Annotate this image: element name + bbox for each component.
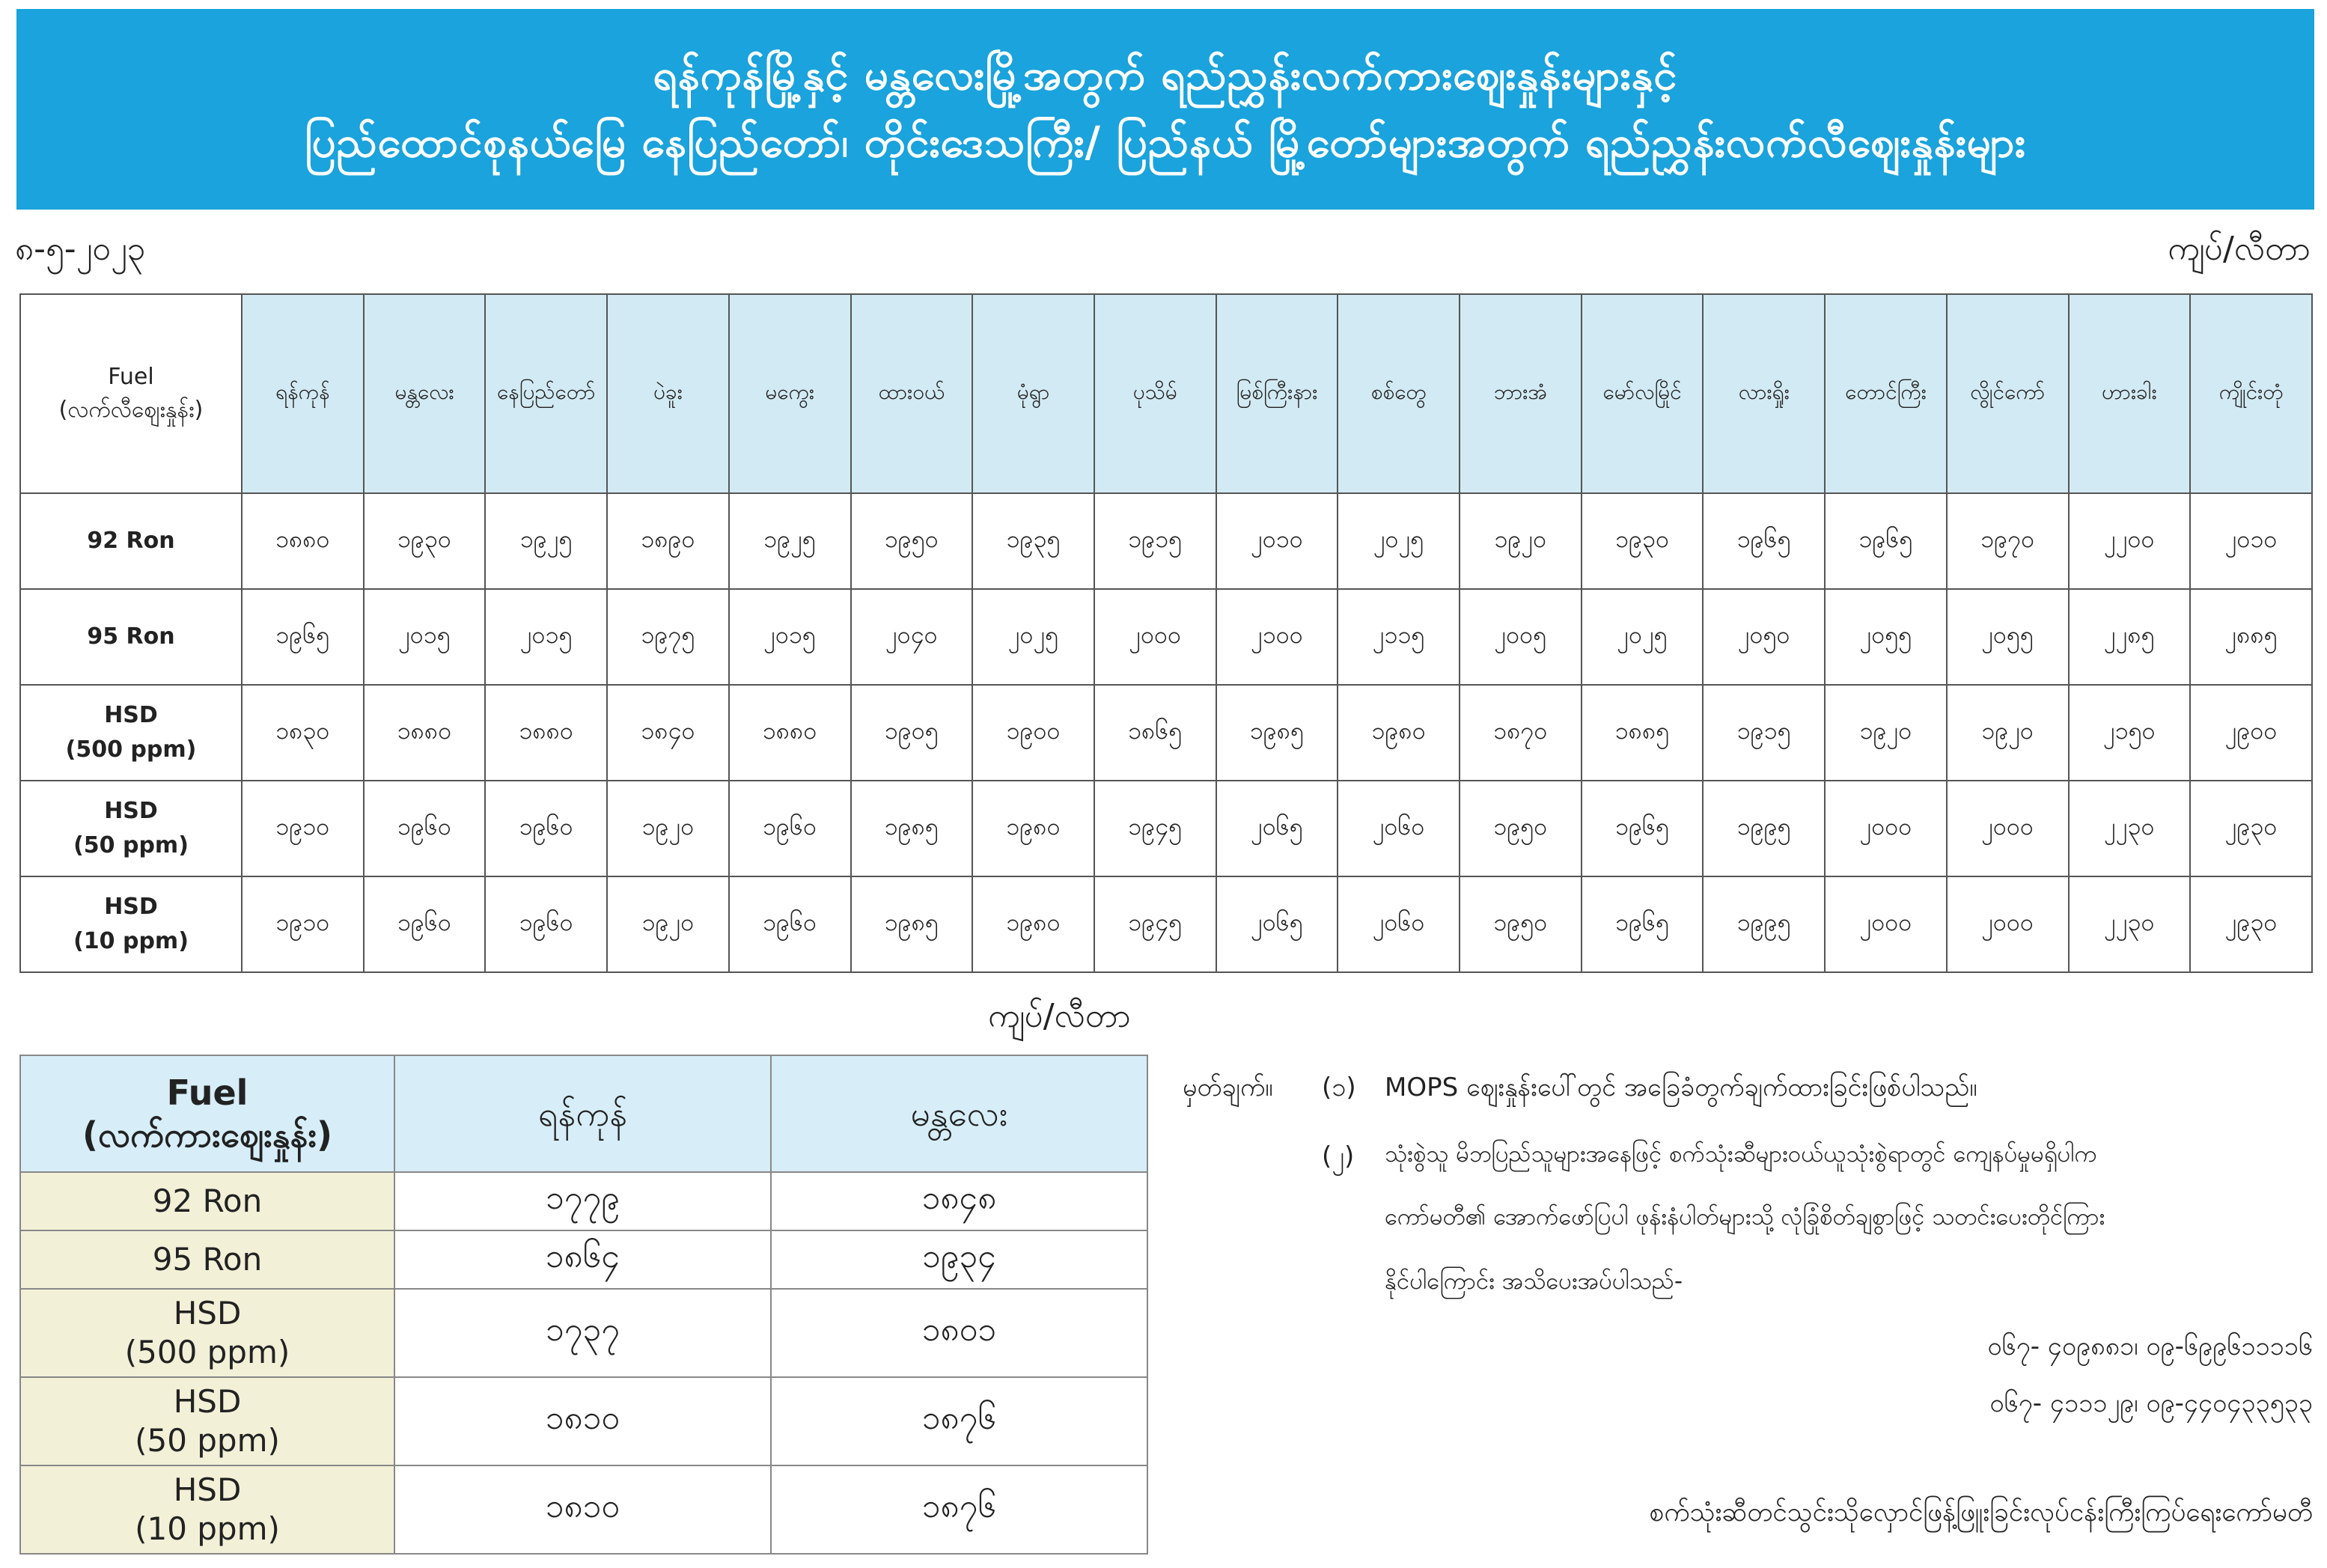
retail-price-cell: ၂၀၁၀ [2190, 493, 2312, 589]
retail-price-cell: ၁၈၄၀ [607, 685, 729, 781]
retail-city-header: မြစ်ကြီးနား [1216, 294, 1338, 493]
retail-price-cell: ၁၈၆၅ [1094, 685, 1216, 781]
retail-fuel-label-line: HSD [104, 894, 158, 920]
retail-row [20, 876, 2312, 972]
retail-price-cell: ၁၈၃၀ [242, 685, 364, 781]
retail-price-cell: ၁၉၂၅ [485, 493, 607, 589]
note-1-text: MOPS ဈေးနှုန်းပေါ်တွင် အခြေခံတွက်ချက်ထားခြင်းဖြစ်ပါသည်။ [1385, 1073, 1977, 1102]
wholesale-price-cell: ၁၈၇၆ [771, 1377, 1147, 1465]
retail-price-table [19, 293, 2313, 973]
wholesale-fuel-label-line: HSD [173, 1383, 242, 1420]
retail-price-cell: ၂၀၅၅ [1947, 589, 2069, 685]
retail-city-header: ထားဝယ် [851, 294, 973, 493]
retail-price-cell: ၁၉၀၅ [851, 685, 973, 781]
retail-price-cell: ၁၈၈၀ [485, 685, 607, 781]
retail-city-header: ကျိုင်းတုံ [2190, 294, 2312, 493]
date-label: ၈-၅-၂၀၂၃ [15, 230, 146, 268]
notes-label: မှတ်ချက်။ [1183, 1073, 1273, 1102]
wholesale-fuel-label-line: 95 Ron [152, 1241, 263, 1278]
retail-price-cell: ၂၀၀၅ [1460, 589, 1582, 685]
retail-price-cell: ၂၀၀၀ [1094, 589, 1216, 685]
retail-price-cell: ၁၉၅၀ [1460, 781, 1582, 876]
retail-price-cell: ၁၉၆၅ [1703, 493, 1825, 589]
retail-price-cell: ၂၀၀၀ [1947, 781, 2069, 876]
retail-fuel-label [20, 685, 242, 781]
retail-price-cell: ၂၀၂၅ [1338, 493, 1460, 589]
retail-city-header: ရန်ကုန် [242, 294, 364, 493]
wholesale-fuel-label-line: HSD [173, 1471, 242, 1508]
wholesale-price-cell: ၁၈၀၁ [771, 1289, 1147, 1377]
retail-fuel-label-line: (10 ppm) [73, 928, 189, 954]
retail-price-cell: ၁၈၈၀ [242, 493, 364, 589]
unit-label-retail: ကျပ်/လီတာ [2168, 230, 2311, 268]
retail-price-cell: ၁၉၁၅ [1703, 685, 1825, 781]
retail-city-header: ပုသိမ် [1094, 294, 1216, 493]
retail-price-cell: ၁၉၉၅ [1703, 781, 1825, 876]
retail-price-cell: ၂၂၃၀ [2069, 781, 2191, 876]
retail-price-cell: ၂၀၀၀ [1825, 781, 1947, 876]
retail-price-cell: ၁၉၂၀ [1825, 685, 1947, 781]
retail-city-header: မကွေး [729, 294, 851, 493]
retail-city-header: မော်လမြိုင် [1582, 294, 1704, 493]
wholesale-row [20, 1230, 1147, 1289]
retail-price-cell: ၁၉၃၀ [364, 493, 486, 589]
retail-price-cell: ၂၀၀၀ [1947, 876, 2069, 972]
wholesale-row [20, 1465, 1147, 1554]
retail-price-cell: ၁၉၃၅ [972, 493, 1094, 589]
retail-price-cell: ၁၉၇၅ [607, 589, 729, 685]
retail-price-cell: ၂၁၀၀ [1216, 589, 1338, 685]
retail-price-cell: ၂၈၈၅ [2190, 589, 2312, 685]
retail-price-cell: ၂၂၃၀ [2069, 876, 2191, 972]
retail-row [20, 781, 2312, 876]
header-line-2: ပြည်ထောင်စုနယ်မြေ နေပြည်တော်၊ တိုင်းဒေသကြီး/ ပြည်နယ် မြို့တော်များအတွက် ရည်ညွှန်းလက်လီဈေးနှုန်းများ [305, 118, 2026, 167]
note-2-text-line3: နိုင်ပါကြောင်း အသိပေးအပ်ပါသည်- [1385, 1268, 1683, 1295]
retail-row [20, 493, 2312, 589]
retail-price-cell: ၂၀၀၀ [1825, 876, 1947, 972]
retail-price-cell: ၁၉၆၅ [1582, 876, 1704, 972]
wholesale-row [20, 1172, 1147, 1230]
retail-price-cell: ၂၀၅၅ [1825, 589, 1947, 685]
wholesale-price-table [19, 1055, 1148, 1555]
wholesale-price-cell: ၁၉၃၄ [771, 1230, 1147, 1289]
retail-row [20, 589, 2312, 685]
wholesale-fuel-label [20, 1230, 394, 1289]
retail-city-header: နေပြည်တော် [485, 294, 607, 493]
wholesale-fuel-header-line2: (လက်ကားဈေးနှုန်း) [82, 1114, 333, 1155]
retail-fuel-label-line: (50 ppm) [73, 832, 189, 858]
retail-price-cell: ၁၈၈၀ [364, 685, 486, 781]
retail-price-cell: ၁၉၆၅ [1825, 493, 1947, 589]
retail-price-cell: ၂၁၅၀ [2069, 685, 2191, 781]
retail-fuel-label-line: 92 Ron [87, 528, 175, 554]
retail-price-cell: ၁၉၆၀ [729, 781, 851, 876]
retail-price-cell: ၁၉၉၅ [1703, 876, 1825, 972]
wholesale-header-row [20, 1055, 1147, 1172]
retail-fuel-label [20, 781, 242, 876]
phone-line-1: ၀၆၇- ၄၀၉၈၈၁၊ ၀၉-၆၉၉၆၁၁၁၁၆ [1987, 1331, 2313, 1361]
retail-row [20, 685, 2312, 781]
wholesale-row [20, 1377, 1147, 1465]
wholesale-fuel-header [20, 1055, 394, 1172]
retail-fuel-label-line: HSD [104, 702, 158, 728]
note-2-text-line2: ကော်မတီ၏ အောက်ဖော်ပြပါ ဖုန်းနံပါတ်များသို့ လုံခြုံစိတ်ချစွာဖြင့် သတင်းပေးတိုင်ကြား [1385, 1204, 2105, 1230]
retail-price-cell: ၁၉၂၀ [607, 781, 729, 876]
retail-price-cell: ၁၉၅၀ [851, 493, 973, 589]
wholesale-fuel-label-line: (50 ppm) [135, 1422, 280, 1459]
retail-fuel-header [20, 294, 242, 493]
wholesale-price-cell: ၁၈၄၈ [771, 1172, 1147, 1230]
phone-line-2: ၀၆၇- ၄၁၁၁၂၉၊ ၀၉-၄၄၀၄၃၃၅၃၃ [1989, 1388, 2313, 1418]
retail-price-cell: ၁၉၈၀ [1338, 685, 1460, 781]
retail-price-cell: ၁၉၈၅ [851, 781, 973, 876]
retail-price-cell: ၁၉၆၀ [729, 876, 851, 972]
retail-price-cell: ၁၈၈၅ [1582, 685, 1704, 781]
retail-header-row [20, 294, 2312, 493]
retail-price-cell: ၁၉၆၀ [485, 781, 607, 876]
wholesale-fuel-label [20, 1289, 394, 1377]
unit-label-wholesale: ကျပ်/လီတာ [988, 997, 1131, 1035]
retail-price-cell: ၁၉၇၀ [1947, 493, 2069, 589]
retail-price-cell: ၂၀၂၅ [1582, 589, 1704, 685]
retail-price-cell: ၂၉၃၀ [2190, 781, 2312, 876]
wholesale-price-cell: ၁၈၁၀ [394, 1377, 771, 1465]
wholesale-price-cell: ၁၈၆၄ [394, 1230, 771, 1289]
retail-city-header: လားရှိုး [1703, 294, 1825, 493]
header-line-1: ရန်ကုန်မြို့နှင့် မန္တလေးမြို့အတွက် ရည်ညွှန်းလက်ကားဈေးနှုန်းများနှင့် [653, 51, 1678, 100]
retail-price-cell: ၁၉၂၀ [1947, 685, 2069, 781]
retail-price-cell: ၁၉၈၅ [1216, 685, 1338, 781]
retail-price-cell: ၁၉၅၀ [1460, 876, 1582, 972]
retail-fuel-label [20, 876, 242, 972]
note-1-number: (၁) [1322, 1073, 1356, 1102]
retail-city-header: တောင်ကြီး [1825, 294, 1947, 493]
retail-price-cell: ၂၁၁၅ [1338, 589, 1460, 685]
retail-city-header: လွိုင်ကော် [1947, 294, 2069, 493]
retail-price-cell: ၁၉၁၀ [242, 876, 364, 972]
retail-city-header: ဟားခါး [2069, 294, 2191, 493]
retail-price-cell: ၁၈၇၀ [1460, 685, 1582, 781]
retail-price-cell: ၁၉၆၀ [364, 876, 486, 972]
retail-price-cell: ၁၉၆၅ [1582, 781, 1704, 876]
retail-price-cell: ၁၉၈၀ [972, 876, 1094, 972]
retail-price-cell: ၂၂၀၀ [2069, 493, 2191, 589]
retail-fuel-label-line: HSD [104, 798, 158, 824]
retail-price-cell: ၁၉၆၅ [242, 589, 364, 685]
retail-price-cell: ၁၈၈၀ [729, 685, 851, 781]
retail-fuel-label [20, 493, 242, 589]
retail-price-cell: ၂၂၈၅ [2069, 589, 2191, 685]
retail-price-cell: ၂၉၀၀ [2190, 685, 2312, 781]
retail-price-cell: ၁၉၀၀ [972, 685, 1094, 781]
wholesale-fuel-label [20, 1465, 394, 1554]
retail-price-cell: ၁၉၄၅ [1094, 876, 1216, 972]
retail-price-cell: ၂၀၂၅ [972, 589, 1094, 685]
header-banner [16, 9, 2314, 210]
retail-fuel-header-line1: Fuel [108, 364, 154, 390]
retail-city-header: မုံရွာ [972, 294, 1094, 493]
retail-price-cell: ၂၀၆၀ [1338, 876, 1460, 972]
retail-city-header: မန္တလေး [364, 294, 486, 493]
retail-price-cell: ၂၀၆၅ [1216, 876, 1338, 972]
retail-price-cell: ၁၉၈၀ [972, 781, 1094, 876]
retail-price-cell: ၂၀၁၅ [729, 589, 851, 685]
wholesale-fuel-label-line: (10 ppm) [135, 1510, 280, 1547]
retail-price-cell: ၁၉၂၀ [1460, 493, 1582, 589]
retail-fuel-label-line: (500 ppm) [65, 736, 197, 763]
retail-price-cell: ၁၉၁၀ [242, 781, 364, 876]
retail-city-header: ပဲခူး [607, 294, 729, 493]
wholesale-fuel-label-line: HSD [173, 1295, 242, 1331]
wholesale-fuel-label-line: 92 Ron [152, 1183, 263, 1219]
retail-price-cell: ၂၉၃၀ [2190, 876, 2312, 972]
retail-price-cell: ၂၀၅၀ [1703, 589, 1825, 685]
wholesale-city-yangon: ရန်ကုန် [394, 1055, 771, 1172]
retail-price-cell: ၁၉၁၅ [1094, 493, 1216, 589]
retail-price-cell: ၂၀၄၀ [851, 589, 973, 685]
wholesale-row [20, 1289, 1147, 1377]
note-2-number: (၂) [1322, 1141, 1355, 1171]
retail-price-cell: ၂၀၆၅ [1216, 781, 1338, 876]
retail-price-cell: ၁၈၉၀ [607, 493, 729, 589]
retail-price-cell: ၁၉၈၅ [851, 876, 973, 972]
wholesale-price-cell: ၁၇၇၉ [394, 1172, 771, 1230]
retail-price-cell: ၁၉၄၅ [1094, 781, 1216, 876]
retail-city-header: ဘားအံ [1460, 294, 1582, 493]
retail-city-header: စစ်တွေ [1338, 294, 1460, 493]
wholesale-city-mandalay: မန္တလေး [771, 1055, 1147, 1172]
retail-price-cell: ၂၀၁၀ [1216, 493, 1338, 589]
wholesale-fuel-label-line: (500 ppm) [124, 1334, 290, 1370]
retail-price-cell: ၁၉၆၀ [364, 781, 486, 876]
retail-price-cell: ၁၉၂၅ [729, 493, 851, 589]
wholesale-fuel-header-line1: Fuel [166, 1073, 248, 1113]
wholesale-fuel-label [20, 1377, 394, 1465]
retail-price-cell: ၁၉၃၀ [1582, 493, 1704, 589]
retail-price-cell: ၂၀၁၅ [485, 589, 607, 685]
committee-signature: စက်သုံးဆီတင်သွင်းသိုလှောင်ဖြန့်ဖြူးခြင်းလုပ်ငန်းကြီးကြပ်ရေးကော်မတီ [1649, 1498, 2313, 1528]
retail-price-cell: ၁၉၂၀ [607, 876, 729, 972]
retail-fuel-label-line: 95 Ron [87, 623, 175, 650]
retail-price-cell: ၂၀၆၀ [1338, 781, 1460, 876]
note-2-text-line1: သုံးစွဲသူ မိဘပြည်သူများအနေဖြင့် စက်သုံးဆီများဝယ်ယူသုံးစွဲရာတွင် ကျေနပ်မှုမရှိပါက [1385, 1141, 2097, 1168]
wholesale-price-cell: ၁၈၇၆ [771, 1465, 1147, 1554]
retail-fuel-label [20, 589, 242, 685]
retail-price-cell: ၂၀၁၅ [364, 589, 486, 685]
wholesale-price-cell: ၁၇၃၇ [394, 1289, 771, 1377]
wholesale-fuel-label [20, 1172, 394, 1230]
retail-price-cell: ၁၉၆၀ [485, 876, 607, 972]
wholesale-price-cell: ၁၈၁၀ [394, 1465, 771, 1554]
retail-fuel-header-line2: (လက်လီဈေးနှုန်း) [58, 397, 204, 423]
